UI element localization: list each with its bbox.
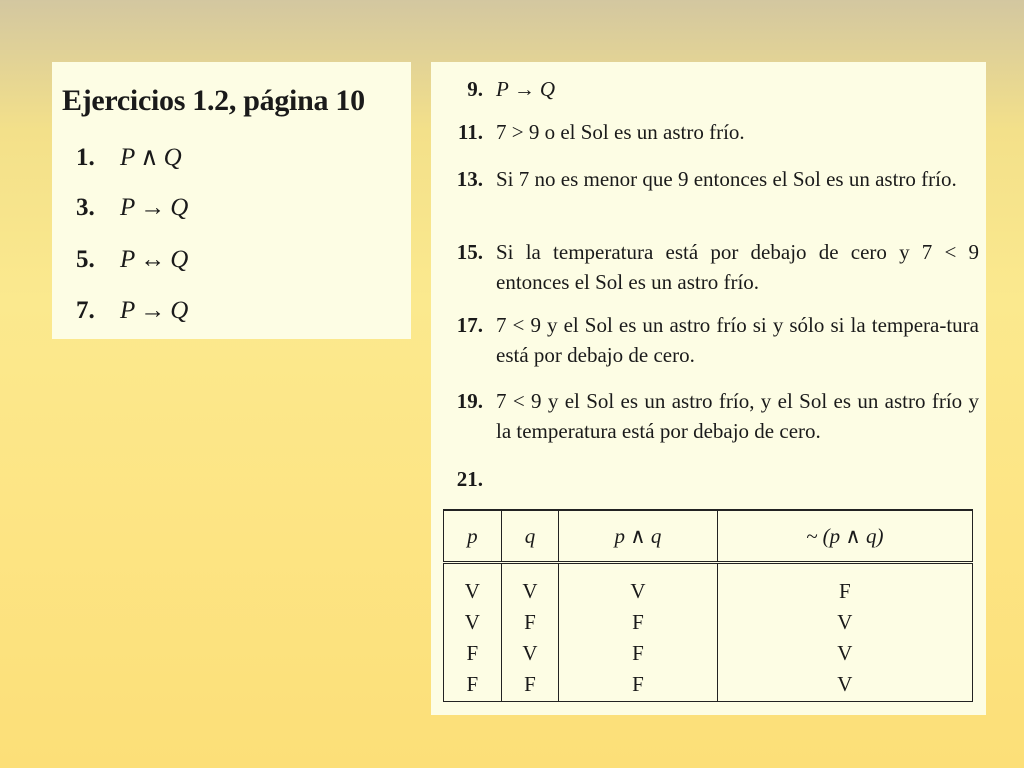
var-q: Q [170,246,189,273]
operator: ∧ [140,144,159,171]
header-not-p-and-q: ~ (p ∧ q) [717,510,972,563]
var-p: P [120,297,136,324]
truth-table-body-row [444,563,973,702]
item-number: 3. [76,194,95,221]
item-number: 21. [456,467,483,491]
item-number: 11. [457,120,483,144]
exercise-title: Ejercicios 1.2, página 10 [62,84,365,117]
item-number: 9. [467,77,483,101]
item-text: 7 < 9 y el Sol es un astro frío si y sólo si la tempera-tura está por debajo de cero. [496,313,979,367]
item-number: 15. [456,240,483,264]
var-p: P [496,77,509,101]
item-text: Si 7 no es menor que 9 entonces el Sol es un astro frío. [496,167,957,191]
var-q: Q [170,194,189,221]
truth-table [443,509,973,702]
item-text: 7 > 9 o el Sol es un astro frío. [496,120,745,144]
var-q: Q [170,297,189,324]
var-p: P [120,194,136,221]
exercise-item-5 [76,246,188,274]
column-q-values: V F V F [501,563,559,702]
item-number: 5. [76,246,95,273]
item-number: 19. [456,389,483,413]
right-exercise-panel [431,62,986,715]
exercise-item-1 [76,142,182,172]
item-text: 7 < 9 y el Sol es un astro frío, y el Sol es un astro frío y la temperatura está por debajo de cero. [496,389,979,443]
item-text: Si la temperatura está por debajo de cero y 7 < 9 entonces el Sol es un astro frío. [496,240,979,294]
header-p: p [444,510,502,563]
item-number: 1. [76,144,95,171]
header-q: q [501,510,559,563]
item-number: 13. [456,167,483,191]
var-q: Q [539,77,555,101]
operator: → [140,297,166,324]
var-q: Q [163,144,182,171]
operator: → [513,77,535,101]
column-not-p-and-q-values: F V V V [717,563,972,702]
item-number: 7. [76,297,95,324]
column-p-and-q-values: V F F F [559,563,717,702]
column-p-values: V V F F [444,563,502,702]
header-p-and-q: p ∧ q [559,510,717,563]
left-exercise-panel [52,62,411,339]
var-p: P [120,144,136,171]
item-number: 17. [456,313,483,337]
var-p: P [120,246,136,273]
exercise-item-7 [76,297,188,325]
truth-table-header-row [444,510,973,563]
exercise-item-3 [76,194,188,222]
operator: ↔ [140,246,166,273]
operator: → [140,194,166,221]
